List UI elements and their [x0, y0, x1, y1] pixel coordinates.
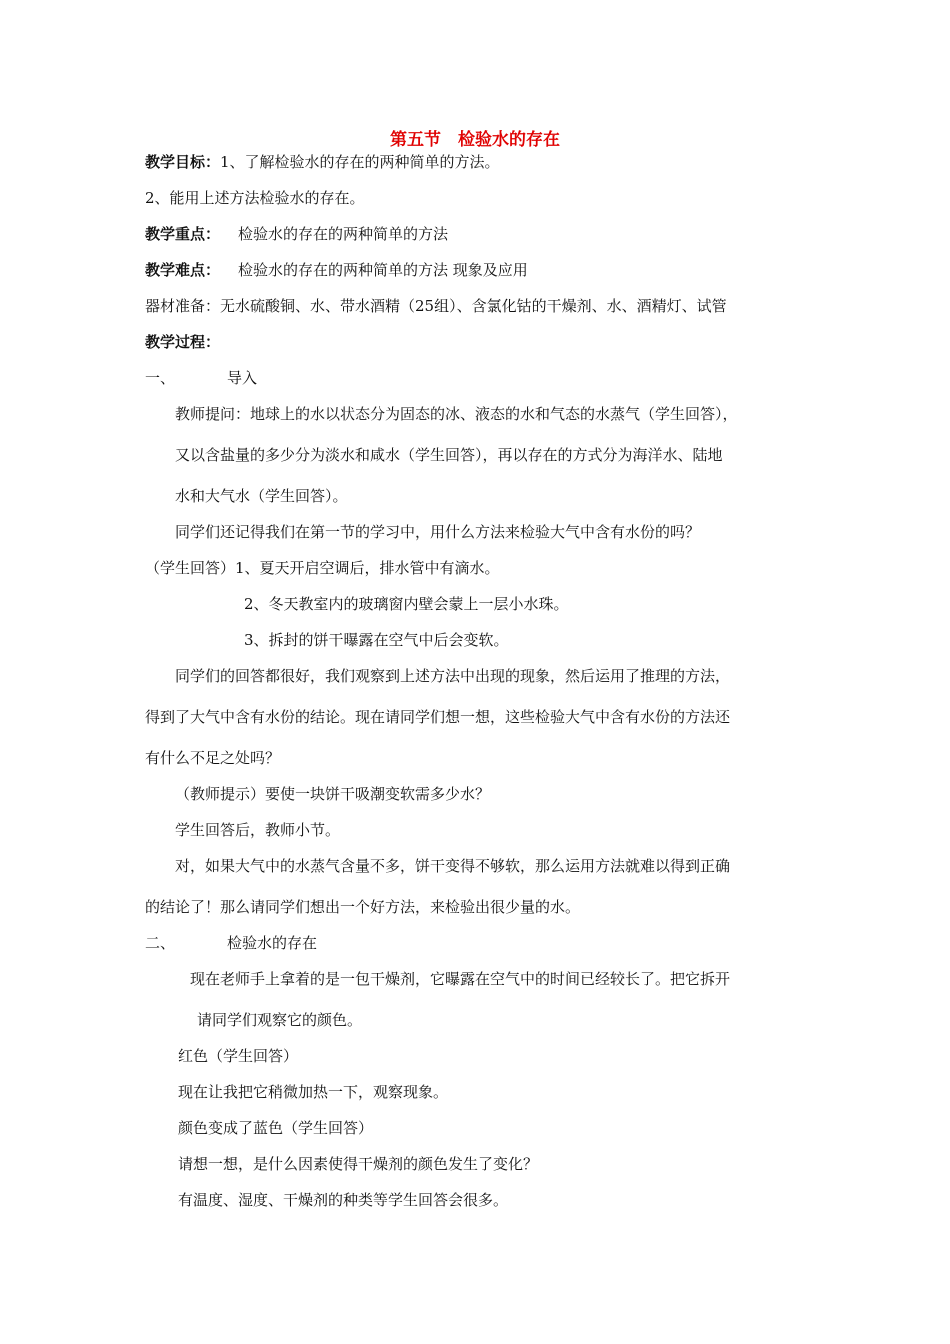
paragraph-line: 对，如果大气中的水蒸气含量不多，饼干变得不够软，那么运用方法就难以得到正确 [175, 857, 731, 875]
paragraph-line: 请想一想，是什么因素使得干燥剂的颜色发生了变化？ [178, 1155, 539, 1173]
paragraph-line: 请同学们观察它的颜色。 [197, 1011, 363, 1029]
key-point-label: 教学重点： [145, 225, 221, 243]
difficulty-text: 检验水的存在的两种简单的方法 现象及应用 [238, 261, 528, 279]
key-point-text: 检验水的存在的两种简单的方法 [238, 225, 449, 243]
teaching-goal-text: 1、了解检验水的存在的两种简单的方法。 [220, 153, 500, 171]
paragraph-line: 3、拆封的饼干曝露在空气中后会变软。 [244, 631, 509, 649]
paragraph-line: 又以含盐量的多少分为淡水和咸水（学生回答），再以存在的方式分为海洋水、陆地 [175, 446, 723, 464]
key-point-line [145, 224, 448, 244]
paragraph-line: 颜色变成了蓝色（学生回答） [178, 1119, 374, 1137]
paragraph-line: 红色（学生回答） [178, 1047, 299, 1065]
teaching-goal-2: 2、能用上述方法检验水的存在。 [145, 189, 365, 207]
difficulty-line [145, 260, 528, 280]
paragraph-line: （学生回答）1、夏天开启空调后，排水管中有滴水。 [145, 559, 500, 577]
paragraph-line: 同学们的回答都很好，我们观察到上述方法中出现的现象，然后运用了推理的方法， [175, 667, 731, 685]
section-1-number: 一、 [145, 369, 176, 387]
paragraph-line: 有温度、湿度、干燥剂的种类等学生回答会很多。 [178, 1191, 509, 1209]
paragraph-line: 同学们还记得我们在第一节的学习中，用什么方法来检验大气中含有水份的吗？ [175, 523, 701, 541]
paragraph-line: 水和大气水（学生回答）。 [175, 487, 348, 505]
paragraph-line: 得到了大气中含有水份的结论。现在请同学们想一想，这些检验大气中含有水份的方法还 [145, 708, 731, 726]
paragraph-line: 现在老师手上拿着的是一包干燥剂，它曝露在空气中的时间已经较长了。把它拆开 [190, 970, 731, 988]
paragraph-line: 的结论了！那么请同学们想出一个好方法，来检验出很少量的水。 [145, 898, 581, 916]
section-2-heading [145, 933, 317, 953]
process-heading: 教学过程： [145, 333, 221, 351]
section-2-title: 检验水的存在 [227, 934, 318, 952]
paragraph-line: 2、冬天教室内的玻璃窗内壁会蒙上一层小水珠。 [244, 595, 569, 613]
paragraph-line: （教师提示）要使一块饼干吸潮变软需多少水？ [175, 785, 491, 803]
section-1-title: 导入 [227, 369, 258, 387]
paragraph-line: 学生回答后，教师小节。 [175, 821, 341, 839]
document-title: 第五节 检验水的存在 [390, 130, 560, 150]
difficulty-label: 教学难点： [145, 261, 221, 279]
paragraph-line: 现在让我把它稍微加热一下，观察现象。 [178, 1083, 449, 1101]
teaching-goal-line [145, 152, 500, 172]
equipment-line: 器材准备：无水硫酸铜、水、带水酒精（25组）、含氯化钴的干燥剂、水、酒精灯、试管 [145, 297, 727, 315]
section-2-number: 二、 [145, 934, 176, 952]
teaching-goal-label: 教学目标： [145, 153, 221, 171]
paragraph-line: 教师提问：地球上的水以状态分为固态的冰、液态的水和气态的水蒸气（学生回答）， [175, 405, 738, 423]
section-1-heading [145, 368, 257, 388]
paragraph-line: 有什么不足之处吗？ [145, 749, 281, 767]
